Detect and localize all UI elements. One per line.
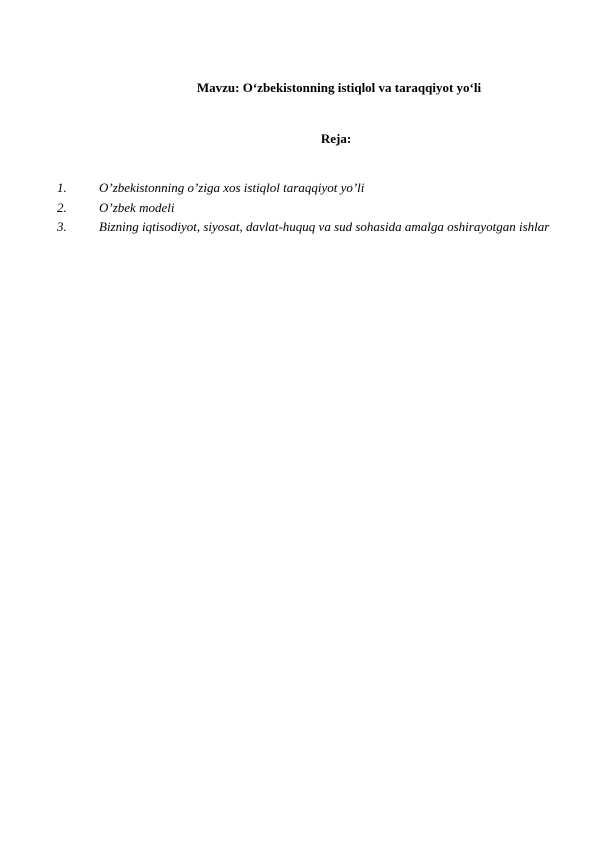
plan-item-number: 1. <box>57 180 67 195</box>
plan-heading: Reja: <box>320 131 352 146</box>
plan-item-text: Bizning iqtisodiyot, siyosat, davlat-huquq va sud sohasida amalga oshirayotgan ishlar <box>99 219 550 234</box>
plan-item <box>57 217 557 237</box>
plan-list <box>57 178 557 237</box>
plan-item <box>57 178 557 198</box>
document-title: Mavzu: O‘zbekistonning istiqlol va taraqqiyot yo‘li <box>196 80 482 95</box>
plan-item-text: O’zbek modeli <box>99 199 175 215</box>
plan-item-text: O’zbekistonning o’ziga xos istiqlol taraqqiyot yo’li <box>99 180 365 195</box>
plan-item <box>57 198 557 218</box>
plan-item-number: 3. <box>57 219 67 234</box>
plan-item-number: 2. <box>57 199 67 215</box>
